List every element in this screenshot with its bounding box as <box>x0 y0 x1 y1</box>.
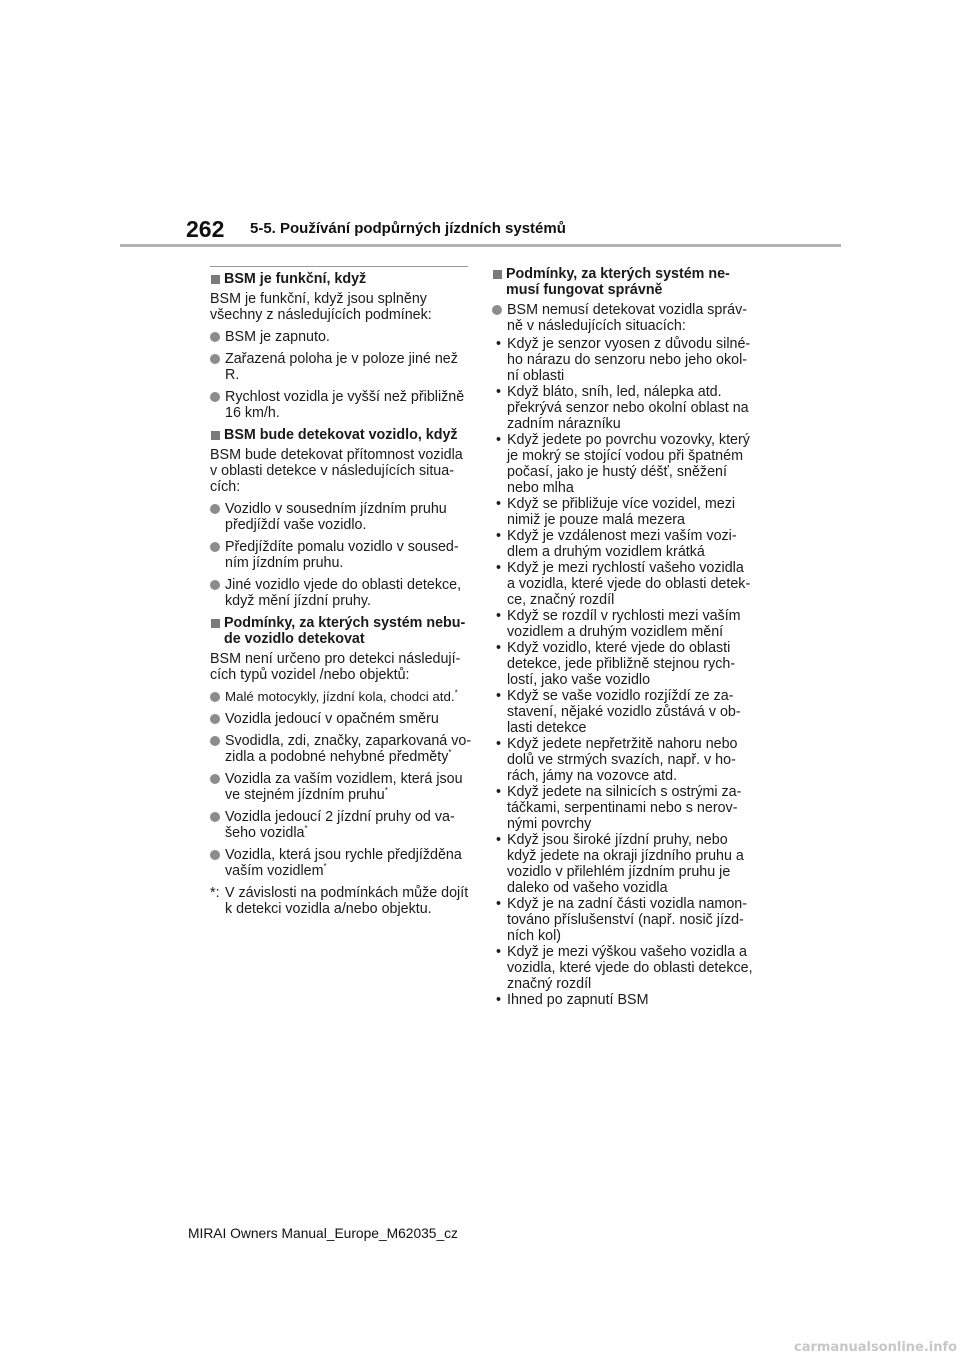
heading-text: Podmínky, za kterých systém nebude vozidlo detekovat <box>224 615 466 647</box>
sub-list-item: • Když jedete na silnicích s ostrými zatáčkami, serpentinami nebo s nerovnými povrchy <box>496 784 742 832</box>
right-column <box>492 266 754 1008</box>
round-bullet-icon <box>210 692 220 702</box>
dot-bullet-icon: • <box>496 896 502 912</box>
section-heading-bsm-detects <box>210 427 472 443</box>
sub-list-item: • Když je mezi výškou vašeho vozidla a vozidla, které vjede do oblasti detekce, značný rozdíl <box>496 944 753 992</box>
round-bullet-icon <box>210 580 220 590</box>
list-item: Vozidlo v sousedním jízdním pruhu předjíždí vaše vozidlo. <box>210 501 472 533</box>
dot-bullet-icon: • <box>496 640 502 656</box>
square-bullet-icon <box>211 275 220 284</box>
sub-list-item: • Když je mezi rychlostí vašeho vozidla a vozidla, které vjede do oblasti detekce, značný rozdíl <box>496 560 751 608</box>
list-item: Vozidla jedoucí v opačném směru <box>210 711 472 727</box>
list-item: Rychlost vozidla je vyšší než přibližně 16 km/h. <box>210 389 472 421</box>
heading-text: BSM je funkční, když <box>224 271 367 287</box>
dot-bullet-icon: • <box>496 832 502 848</box>
round-bullet-icon <box>492 305 502 315</box>
sub-list-item: • Když se rozdíl v rychlosti mezi vaším vozidlem a druhým vozidlem mění <box>496 608 741 640</box>
dot-bullet-icon: • <box>496 496 502 512</box>
round-bullet-icon <box>210 542 220 552</box>
list-item: Malé motocykly, jízdní kola, chodci atd.* <box>210 689 472 705</box>
section-heading-not-detected <box>210 615 472 647</box>
round-bullet-icon <box>210 332 220 342</box>
sub-list-item: • Ihned po zapnutí BSM <box>496 992 649 1008</box>
dot-bullet-icon: • <box>496 784 502 800</box>
list-item: Zařazená poloha je v poloze jiné než R. <box>210 351 472 383</box>
square-bullet-icon <box>493 270 502 279</box>
dot-bullet-icon: • <box>496 992 502 1008</box>
section-heading-may-not-work <box>492 266 754 298</box>
sub-list-item: • Když se přibližuje více vozidel, mezi nimiž je pouze malá mezera <box>496 496 736 528</box>
sub-list-item: • Když jsou široké jízdní pruhy, nebo když jedete na okraji jízdního pruhu a vozidlo v přilehlém jízdním pruhu je daleko od vašeho vozidla <box>496 832 744 896</box>
round-bullet-icon <box>210 812 220 822</box>
round-bullet-icon <box>210 354 220 364</box>
square-bullet-icon <box>211 431 220 440</box>
footer-text: MIRAI Owners Manual_Europe_M62035_cz <box>188 1226 458 1241</box>
header-rule <box>120 244 841 247</box>
dot-bullet-icon: • <box>496 432 502 448</box>
sub-list-item: • Když je vzdálenost mezi vaším vozidlem a druhým vozidlem krátká <box>496 528 737 560</box>
dot-bullet-icon: • <box>496 384 502 400</box>
section-heading-bsm-functional <box>210 271 472 287</box>
dot-bullet-icon: • <box>496 688 502 704</box>
dot-bullet-icon: • <box>496 336 502 352</box>
dot-bullet-icon: • <box>496 736 502 752</box>
round-bullet-icon <box>210 850 220 860</box>
sub-list-item: • Když jedete nepřetržitě nahoru nebo dolů ve strmých svazích, např. v horách, jámy na vozovce atd. <box>496 736 738 784</box>
round-bullet-icon <box>210 392 220 402</box>
dot-bullet-icon: • <box>496 528 502 544</box>
sub-list-item: • Když bláto, sníh, led, nálepka atd. překrývá senzor nebo okolní oblast na zadním nárazníku <box>496 384 749 432</box>
page-number: 262 <box>186 216 225 242</box>
dot-bullet-icon: • <box>496 560 502 576</box>
footnote-ref: * <box>454 688 458 698</box>
round-bullet-icon <box>210 736 220 746</box>
section-title: 5-5. Používání podpůrných jízdních systémů <box>250 220 566 237</box>
list-item: Vozidla jedoucí 2 jízdní pruhy od vašeho vozidla* <box>210 809 472 841</box>
heading-text: BSM bude detekovat vozidlo, když <box>224 427 458 443</box>
list-item: Jiné vozidlo vjede do oblasti detekce, když mění jízdní pruhy. <box>210 577 472 609</box>
footnote-ref: * <box>323 862 327 872</box>
footnote-mark: *: <box>210 885 220 901</box>
watermark: carmanualsonline.info <box>794 1340 958 1355</box>
sub-list-item: • Když je na zadní části vozidla namontováno příslušenství (např. nosič jízdních kol) <box>496 896 748 944</box>
footnote-ref: * <box>304 824 308 834</box>
heading-text: Podmínky, za kterých systém nemusí fungovat správně <box>506 266 730 298</box>
list-item: Předjíždíte pomalu vozidlo v sousedním jízdním pruhu. <box>210 539 472 571</box>
intro-text: BSM není určeno pro detekci následujících typů vozidel /nebo objektů: <box>210 651 461 683</box>
footnote-ref: * <box>448 748 452 758</box>
round-bullet-icon <box>210 714 220 724</box>
sub-list-item: • Když je senzor vyosen z důvodu silného nárazu do senzoru nebo jeho okolní oblasti <box>496 336 751 384</box>
dot-bullet-icon: • <box>496 944 502 960</box>
footnote-ref: * <box>384 786 388 796</box>
sub-list-item: • Když jedete po povrchu vozovky, který je mokrý se stojící vodou při špatném počasí, jako je hustý déšť, sněžení nebo mlha <box>496 432 750 496</box>
list-item: Svodidla, zdi, značky, zaparkovaná vozidla a podobné nehybné předměty* <box>210 733 472 765</box>
square-bullet-icon <box>211 619 220 628</box>
list-item: BSM je zapnuto. <box>210 329 472 345</box>
round-bullet-icon <box>210 504 220 514</box>
dot-bullet-icon: • <box>496 608 502 624</box>
list-item: Vozidla, která jsou rychle předjížděna vaším vozidlem* <box>210 847 472 879</box>
section-divider <box>210 266 468 267</box>
sub-list-item: • Když se vaše vozidlo rozjíždí ze zastavení, nějaké vozidlo zůstává v oblasti detekce <box>496 688 741 736</box>
sub-list <box>492 336 754 1008</box>
intro-text: BSM je funkční, když jsou splněny všechny z následujících podmínek: <box>210 291 432 323</box>
intro-text: BSM bude detekovat přítomnost vozidla v oblasti detekce v následujících situacích: <box>210 447 463 495</box>
footnote: *: V závislosti na podmínkách může dojít k detekci vozidla a/nebo objektu. <box>210 885 469 917</box>
sub-list-item: • Když vozidlo, které vjede do oblasti detekce, jede přibližně stejnou rychlostí, jako vaše vozidlo <box>496 640 736 688</box>
list-item: Vozidla za vaším vozidlem, která jsou ve stejném jízdním pruhu* <box>210 771 472 803</box>
left-column <box>210 266 472 923</box>
round-bullet-icon <box>210 774 220 784</box>
list-item: BSM nemusí detekovat vozidla správně v následujících situacích: <box>492 302 754 334</box>
